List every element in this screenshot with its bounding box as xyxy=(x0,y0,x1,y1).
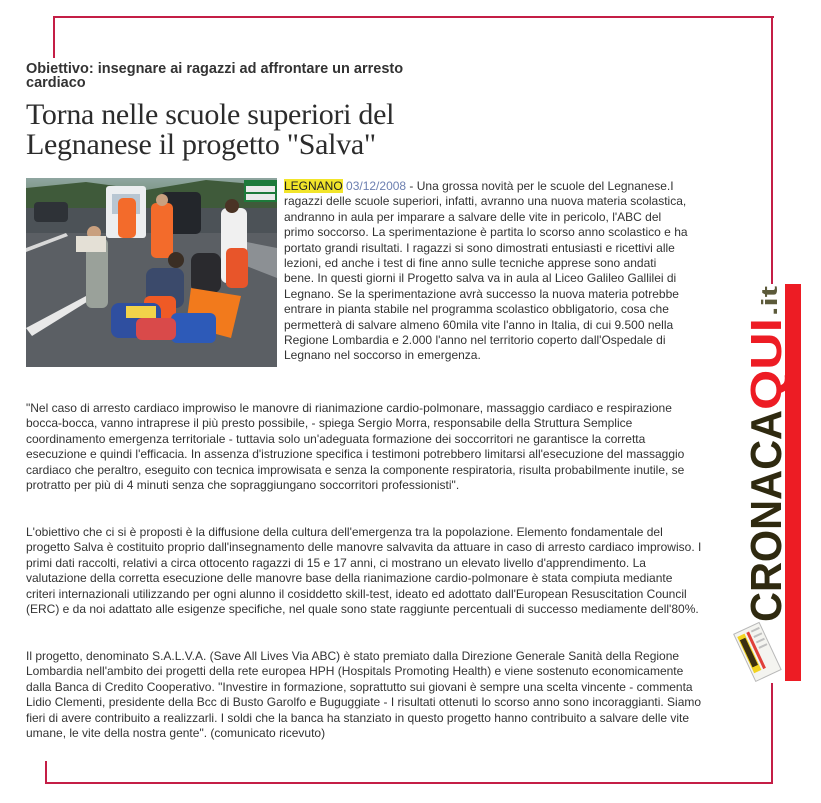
frame-top-border xyxy=(53,16,774,18)
frame-bottom-border xyxy=(45,782,773,784)
article-paragraph-quote: "Nel caso di arresto cardiaco improwiso le manovre di rianimazione cardio-polmonare, massaggio cardiaco e respirazione bocca-bocca, vanno intraprese il più presto possibile, - spiega Sergio Morra, responsabile della Struttura Semplice coordinamento emergenza territoriale - tuttavia solo un'adeguata formazione dei soccorritori ne garantisce la corretta esecuzione e quindi l'efficacia. In assenza d'istruzione specifica i testimoni potrebbero limitarsi all'esecuzione del massaggio cardiaco che peraltro, eseguito con tecnica improwisata e senza la componente respiratoria, risulta probabilmente inutile, se protratto per più di 4 minuti senza che sopraggiungano soccorritori professionisti". xyxy=(26,401,685,493)
article-kicker: Obiettivo: insegnare ai ragazzi ad affrontare un arresto cardiaco xyxy=(26,61,404,91)
frame-right-border-top xyxy=(771,16,773,284)
logo-word-cronaca: CRONACA xyxy=(742,397,791,622)
logo-word-it: .it xyxy=(757,296,782,316)
article-photo xyxy=(26,178,277,367)
article-place: LEGNANO xyxy=(284,179,343,193)
newspaper-icon xyxy=(733,620,781,682)
frame-left-border-bottom xyxy=(45,761,47,784)
article-paragraph-project: Il progetto, denominato S.A.L.V.A. (Save All Lives Via ABC) è stato premiato dalla Direzione Generale Sanità della Regione Lombardia nell'ambito dei progetti della rete europea HPH (Hospitals Promoting Health) e viene sostenuto economicamente dalla Banca di Credito Cooperativo. "Investire in formazione, soprattutto sui giovani è sempre una scelta vincente - commenta Lidio Clementi, presidente della Bcc di Busto Garolfo e Buguggiate - I risultati ottenuti lo scorso anno sono incoraggianti. Siamo fieri di avere contribuito a realizzarli. I soldi che la banca ha stanziato in questo progetto hanno contribuito a salvare delle vite umane, le vite della nostra gente". (comunicato ricevuto) xyxy=(26,649,702,741)
article-lead-paragraph xyxy=(284,179,689,364)
article-headline: Torna nelle scuole superiori del Legnanese il progetto "Salva" xyxy=(26,98,395,161)
article-date: 03/12/2008 xyxy=(346,179,407,193)
article-lead-text: - Una grossa novità per le scuole del Legnanese.I ragazzi delle scuole superiori, infatti, avranno una nuova materia scolastica, andranno in aula per imparare a salvare delle vite in pericolo, l'ABC del primo soccorso. La sperimentazione è partita lo scorso anno scolastico e ha portato grandi risultati. I ragazzi si sono dimostrati entusiasti e ricettivi alle lezioni, ed anche i test di fine anno sulle tecniche apprese sono andati bene. In questi giorni il Progetto salva va in aula al Liceo Galileo Gallilei di Legnano. Se la sperimentazione avrà successo la nuova materia potrebbe entrare in pianta stabile nel programma scolastico obbligatorio, cosa che permetterà di salvare almeno 60mila vite l'anno in Italia, di cui 9.500 nella Regione Lombardia e 2.000 l'anno nel territorio coperto dall'Ospedale di Legnano nel soccorso in emergenza. xyxy=(284,179,688,363)
rescue-scene-image xyxy=(26,178,277,367)
cronacaqui-wordmark xyxy=(742,284,791,624)
article-paragraph-objective: L'obiettivo che ci si è proposti è la diffusione della cultura dell'emergenza tra la popolazione. Elemento fondamentale del progetto Salva è costituito proprio dall'insegnamento delle manovre salvavita da attuare in caso di arresto cardiaco improwiso. I primi dati raccolti, relativi a circa ottocento ragazzi di 15 e 17 anni, ci mostrano un elevato livello d'apprendimento. La valutazione della corretta esecuzione delle manovre base della rianimazione cardio-polmonare è stata compiuta mediante criteri internazionali utilizzando per ogni alunno il cosiddetto skill-test, ideato ed adottato dall'European Resuscitation Council (ERC) e da noi adattato alle esigenze specifiche, nel quale sono state raggiunte percentuali di successo mediamente dell'80%. xyxy=(26,525,702,617)
frame-right-border-bottom xyxy=(771,683,773,784)
frame-left-border-top xyxy=(53,16,55,58)
logo-word-qui: QUI xyxy=(742,331,791,410)
cronacaqui-logo xyxy=(742,284,791,624)
